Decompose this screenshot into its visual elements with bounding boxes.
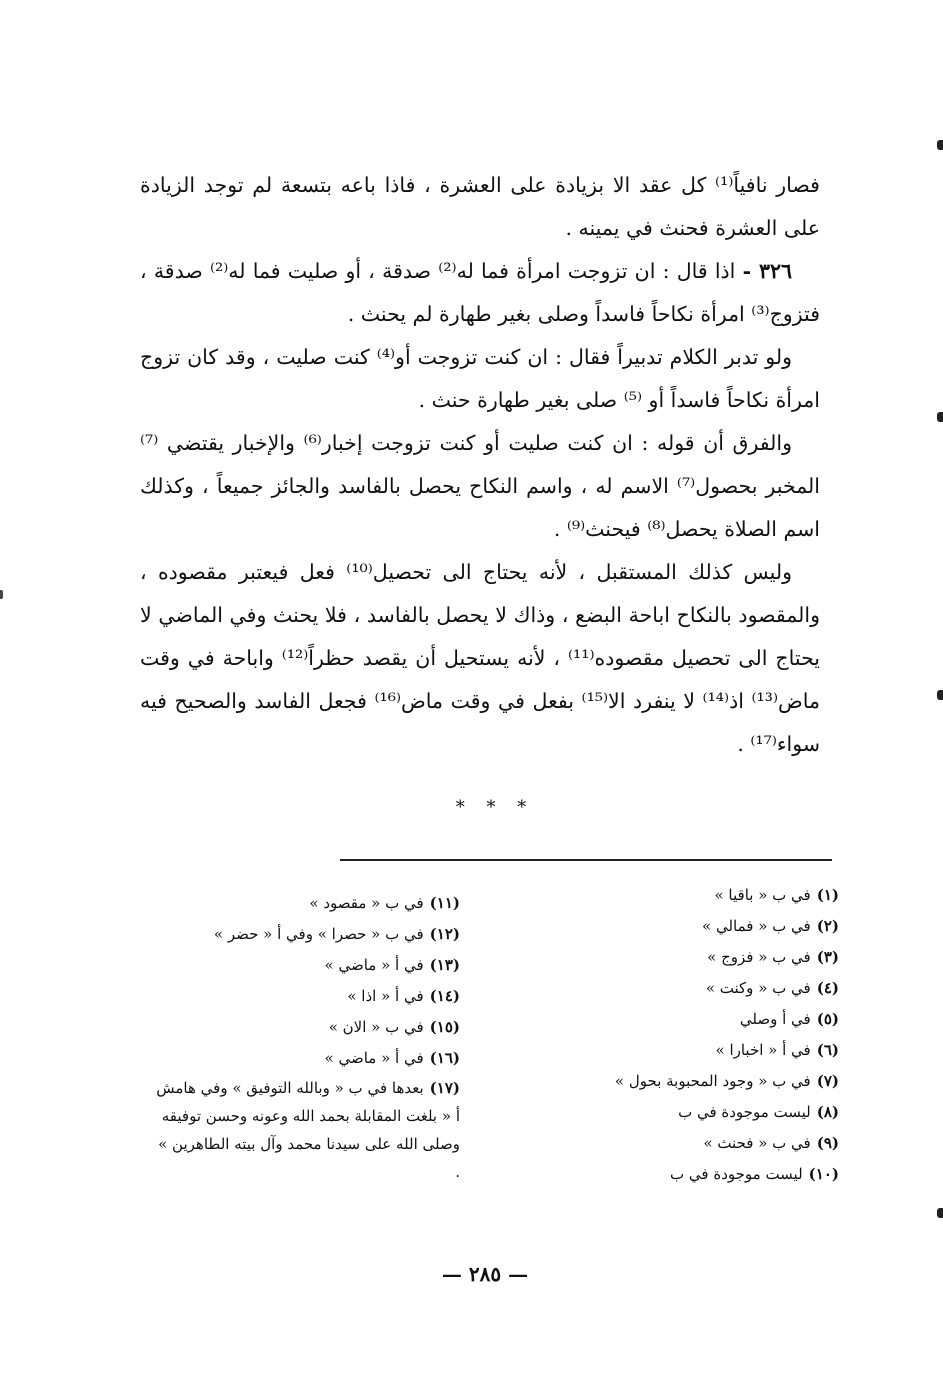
section-number: ٣٢٦ - [742,259,792,283]
footnote-item: (١١)في ب « مقصود » [309,894,460,912]
footnote-item: (١٥)في ب « الان » [328,1018,460,1036]
section-separator: * * * [455,797,535,818]
paragraph-2 [140,250,820,336]
footnote-item: (٤)في ب « وكنت » [705,979,839,997]
paragraph-2-text: اذا قال : ان تزوجت امرأة فما له⁽²⁾ صدقة ، أو صليت فما له⁽²⁾ صدقة ، فتزوج⁽³⁾ امرأة نكاحاً فاسداً وصلى بغير طهارة لم يحنث . [140,259,820,326]
footnote-item: (٢)في ب « فمالي » [702,917,839,935]
margin-mark [937,140,943,150]
footnotes-right-column [579,880,839,1190]
footnote-item: (١٤)في أ « اذا » [347,987,460,1005]
margin-mark [937,690,943,700]
footnote-item: (٩)في ب « فحنث » [703,1134,839,1152]
footnotes-left-column [150,888,460,1186]
footnote-item: (٣)في ب « فزوج » [707,948,839,966]
footnote-item: (٦)في أ « اخبارا » [715,1041,839,1059]
margin-mark [0,590,3,599]
footnote-item: (١٦)في أ « ماضي » [324,1049,460,1067]
main-text [140,164,820,766]
footnote-item: (٨)ليست موجودة في ب [678,1103,839,1121]
paragraph-3: ولو تدبر الكلام تدبيراً فقال : ان كنت تزوجت أو⁽⁴⁾ كنت صليت ، وقد كان تزوج امرأة نكاحاً فاسداً أو ⁽⁵⁾ صلى بغير طهارة حنث . [140,345,820,412]
paragraph-1: فصار نافياً⁽¹⁾ كل عقد الا بزيادة على العشرة ، فاذا باعه بتسعة لم توجد الزيادة على العشرة فحنث في يمينه . [140,173,820,240]
footnote-item: (١٧)بعدها في ب « وبالله التوفيق » وفي هامش أ « بلغت المقابلة بحمد الله وعونه وحسن توفيقه وصلى الله على سيدنا محمد وآل بيته الطاهرين » . [156,1079,460,1181]
footnote-item: (١٠)ليست موجودة في ب [670,1165,839,1183]
paragraph-5: وليس كذلك المستقبل ، لأنه يحتاج الى تحصيل⁽¹⁰⁾ فعل فيعتبر مقصوده ، والمقصود بالنكاح اباحة البضع ، وذاك لا يحصل بالفاسد ، فلا يحنث وفي الماضي لا يحتاج الى تحصيل مقصوده⁽¹¹⁾ ، لأنه يستحيل أن يقصد حظراً⁽¹²⁾ واباحة في وقت ماض⁽¹³⁾ اذ⁽¹⁴⁾ لا ينفرد الا⁽¹⁵⁾ بفعل في وقت ماض⁽¹⁶⁾ فجعل الفاسد والصحيح فيه سواء⁽¹⁷⁾ . [140,560,821,756]
paragraph-4: والفرق أن قوله : ان كنت صليت أو كنت تزوجت إخبار⁽⁶⁾ والإخبار يقتضي ⁽⁷⁾المخبر بحصول⁽⁷⁾ الاسم له ، واسم النكاح يحصل بالفاسد والجائز جميعاً ، وكذلك اسم الصلاة يحصل⁽⁸⁾ فيحنث⁽⁹⁾ . [140,431,821,541]
footnote-item: (١٢)في ب « حصرا » وفي أ « حضر » [213,925,460,943]
page-number: — ٢٨٥ — [441,1262,529,1286]
footnote-item: (١٣)في أ « ماضي » [324,956,460,974]
margin-mark [937,412,943,422]
footnote-item: (٥)في أ وصلي [739,1010,839,1028]
footnote-item: (٧)في ب « وجود المحبوبة بحول » [614,1072,839,1090]
footnote-item: (١)في ب « باقيا » [714,886,839,904]
footnote-rule [340,859,832,861]
margin-mark [937,1208,943,1218]
